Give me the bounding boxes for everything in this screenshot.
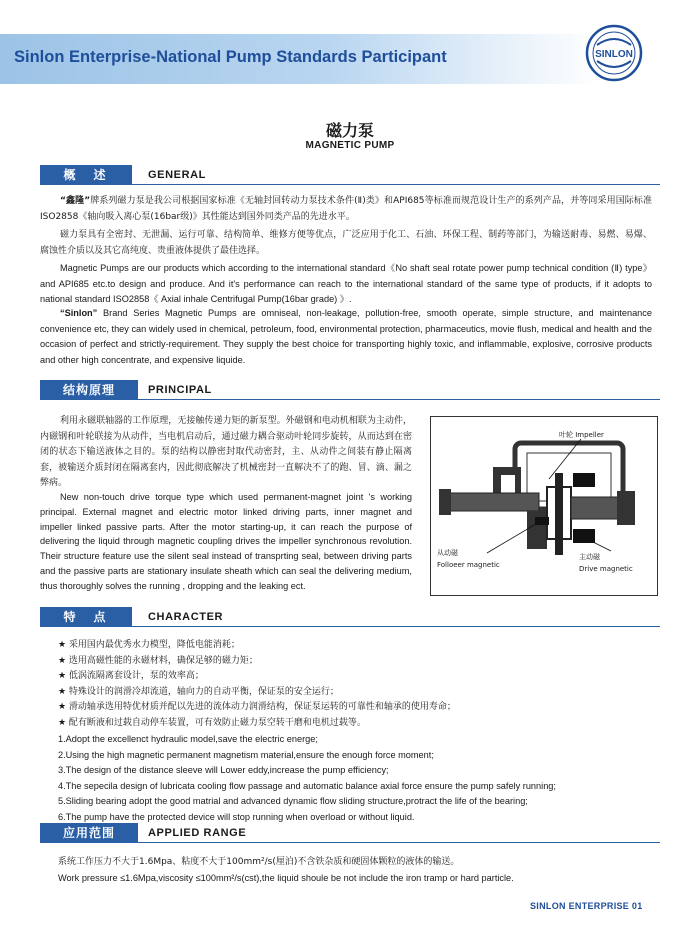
list-item: ★ 滑动轴承选用特优材质并配以先进的流体动力润滑结构，保证泵运转的可靠性和轴承的使用寿命； — [58, 702, 456, 712]
follower-magnet-label-en: Folloeer magnetic — [437, 561, 500, 569]
section-principal-header — [40, 380, 660, 400]
list-item: ★ 特殊设计的润滑冷却流道，轴向力的自动平衡，保证泵的安全运行； — [58, 686, 339, 697]
section-divider — [40, 184, 660, 185]
drive-magnet-label-en: Drive magnetic — [579, 565, 633, 573]
section-general-header — [40, 165, 660, 185]
character-list-en — [58, 732, 556, 825]
principal-paragraph-cn: 利用永磁联轴器的工作原理，无接触传递力矩的新泵型。外磁钢和电动机相联为主动件，内磁钢和叶轮联接为从动件，当电机启动后，通过磁力耦合驱动叶轮同步旋转，从而达到在密闭的状态下输送液体之目的。泵的结构以静密封取代动密封，主、从动件之间装有静止隔离套，被输送介质封闭在隔离套内，因此彻底解决了机械密封一直解决不了的跑、冒、滴、漏之弊病。 — [40, 416, 412, 488]
general-text-4: Brand Series Magnetic Pumps are omniseal, non-leakage, pollution-free, smooth operate, simple structure, and maintenance convenience etc, they can widely used in chemical, petroleum, food, environmental protection, pharmaceutics, movie flush, medical and health and the occasion of perfect and strictly-requirement. They supply the best choice for transporting highly toxic, and inflammable, explosive, corrosive products and other high concentrate, and expensive liquide. — [40, 308, 652, 365]
section-divider — [40, 842, 660, 843]
range-text-cn: 系统工作压力不大于1.6Mpa、粘度不大于100mm²/s(厘泊)不含铁杂质和硬固体颗粒的液体的输送。 — [58, 857, 460, 867]
section-tab: 特 点 — [40, 607, 132, 627]
list-item: 6.The pump have the protected device will stop running when overload or without liquid. — [58, 811, 415, 822]
title-en: MAGNETIC PUMP — [305, 140, 395, 151]
range-text-en: Work pressure ≤1.6Mpa,viscosity ≤100mm²/s(cst),the liquid shoule be not include the iron tramp or hard particle. — [58, 873, 514, 883]
brand-name-cn: “鑫隆” — [60, 196, 91, 206]
list-item: ★ 选用高磁性能的永磁材料，确保足够的磁力矩； — [58, 655, 258, 666]
list-item: ★ 采用国内最优秀水力模型，降低电能消耗； — [58, 640, 240, 650]
general-paragraph-3: Magnetic Pumps are our products which according to the international standard《No shaft seal rotate power pump technical condition (Ⅱ) type》and API685 etc.to design and produce. And it's performance can reach to the international standard of the same type of products, if it adopts to national standard ISO2858《 Axial inhale Centrifugal Pump(16bar grade) 》. — [40, 263, 652, 304]
general-paragraph-1 — [40, 194, 652, 225]
list-item: 2.Using the high magnetic permanent magnetism material,ensure the enough force moment; — [58, 749, 434, 760]
list-item: 3.The design of the distance sleeve will Lower eddy,increase the pump efficiency; — [58, 765, 389, 775]
section-tab: 应用范围 — [40, 823, 138, 843]
section-divider — [40, 399, 660, 400]
page-footer: SINLON ENTERPRISE 01 — [530, 901, 643, 911]
list-item: ★ 低涡流隔离套设计，泵的效率高； — [58, 671, 204, 681]
section-character-header — [40, 607, 660, 627]
section-tab: 结构原理 — [40, 380, 138, 400]
follower-magnet-label-cn: 从动磁 — [437, 549, 458, 557]
header-title: Sinlon Enterprise-National Pump Standards Participant — [14, 48, 447, 66]
general-paragraph-2: 磁力泵具有全密封、无泄漏、运行可靠、结构简单、维修方便等优点，广泛应用于化工、石油、环保工程、制药等部门，为输送耐毒、易燃、易爆、腐蚀性介质以及其它高纯度、贵重液体提供了最佳选择。 — [40, 230, 652, 256]
section-tab: 概 述 — [40, 165, 132, 185]
general-text-1: 牌系列磁力泵是我公司根据国家标准《无轴封回转动力泵技术条件(Ⅱ)类》和API685等标准而规范设计生产的系列产品，并等同采用国际标准ISO2858《轴向吸入离心泵(16bar级)》其性能达到国外同类产品的先进水平。 — [40, 196, 652, 222]
sinlon-logo — [585, 24, 643, 82]
drive-magnet-label-cn: 主动磁 — [579, 553, 600, 561]
section-divider — [40, 626, 660, 627]
pump-cross-section-diagram — [430, 416, 658, 596]
section-name: APPLIED RANGE — [148, 827, 247, 839]
logo-text: SINLON — [595, 49, 633, 60]
impeller-label: 叶轮 Impeller — [559, 431, 604, 439]
list-item: 4.The sepecila design of lubricata cooling flow passage and automatic balance axial force ensure the pump safely running; — [58, 780, 556, 791]
list-item: ★ 配有断液和过载自动停车装置，可有效防止磁力泵空转干磨和电机过载等。 — [58, 717, 366, 728]
list-item: 1.Adopt the excellenct hydraulic model,save the electric energe; — [58, 734, 318, 744]
brand-name-en: “Sinlon” — [60, 308, 98, 318]
section-range-header — [40, 823, 660, 843]
character-list-cn — [58, 638, 456, 731]
title-cn: 磁力泵 — [325, 121, 374, 140]
section-name: PRINCIPAL — [148, 384, 212, 396]
general-paragraph-4 — [40, 306, 652, 368]
list-item: 5.Sliding bearing adopt the good matrial and advanced dynamic flow sliding structure,protract the life of the bearing; — [58, 796, 528, 806]
principal-paragraph-en: New non-touch drive torque type which used permanent-magnet joint 's working principal. External magnet and electric motor linked driving parts, inner magnet and impeller linked passive parts. After the motor starting-up, it can reach the purpose of delivering the liquid through magnetic coupling drives the impeller synchronous revolution. Their structure feature use the silent seal instead of transprting seal, between driving parts and the passive parts are stationary insulate sheath which can seal the delivering medium, thus thoroughly solves the running , dropping and the leaking ect. — [40, 492, 412, 591]
section-name: GENERAL — [148, 169, 206, 181]
section-name: CHARACTER — [148, 611, 224, 623]
